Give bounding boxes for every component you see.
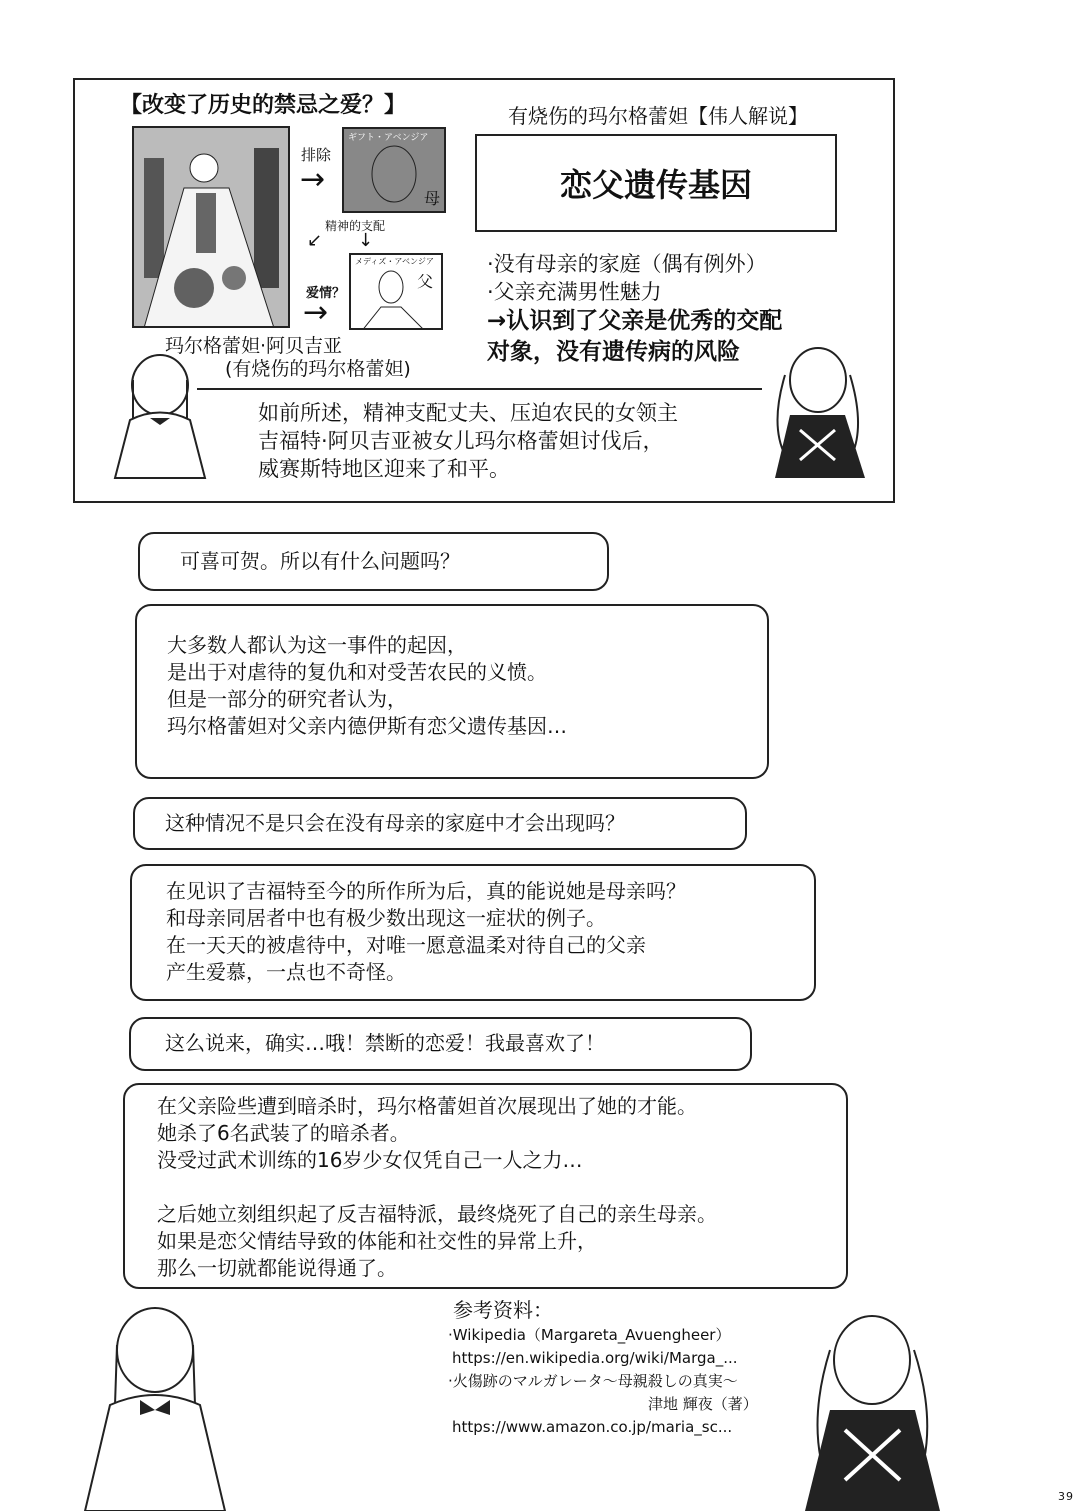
narration-line: 如前所述，精神支配丈夫、压迫农民的女领主 [258,401,678,425]
dialogue-line: 她杀了6名武装了的暗杀者。 [157,1121,410,1145]
speech-bubble [123,1083,848,1289]
speech-bubble [135,604,769,779]
arrow-right-icon: → [303,295,329,330]
page-number: 39 [1058,1490,1074,1503]
dialogue-line: 但是一部分的研究者认为， [167,687,407,711]
dialogue-line: 玛尔格蕾妲对父亲内德伊斯有恋父遗传基因… [167,714,567,738]
father-caption: メディズ・アベンジア [355,257,434,266]
father-portrait [349,253,443,330]
girl-bottom-right-illustration [790,1300,950,1511]
dialogue-line: 和母亲同居者中也有极少数出现这一症状的例子。 [166,906,606,930]
panel-title: 【改变了历史的禁忌之爱？】 [120,93,407,118]
point-item: ·没有母亲的家庭（偶有例外） [487,252,767,276]
explain-header: 有烧伤的玛尔格蕾妲【伟人解说】 [508,104,808,128]
dialogue-line: 这种情况不是只会在没有母亲的家庭中才会出现吗？ [165,811,625,835]
dialogue-line: 如果是恋父情结导致的体能和社交性的异常上升， [157,1229,597,1253]
portrait-margareta [132,126,290,328]
mother-label: 母 [423,189,440,208]
dialogue-line: 没受过武术训练的16岁少女仅凭自己一人之力… [157,1148,583,1172]
girl-right-illustration [760,335,875,480]
margareta-illustration [134,128,290,328]
dialogue-line: 在见识了吉福特至今的所作所为后，真的能说她是母亲吗？ [166,879,686,903]
references [448,1296,758,1439]
exclude-label: 排除 [301,146,332,164]
dialogue-line: 在一天天的被虐待中，对唯一愿意温柔对待自己的父亲 [166,933,646,957]
references-title: 参考资料： [453,1298,553,1322]
reference-link[interactable]: https://www.amazon.co.jp/maria_sc... [452,1418,733,1436]
reference-item: ·火傷跡のマルガレータ〜母親殺しの真実〜 [448,1372,738,1390]
arrow-right-icon: → [300,162,326,197]
girl-left-illustration [105,350,215,480]
conclusion-line: 对象，没有遗传病的风险 [487,339,740,365]
gene-title-box [475,134,837,232]
love-label: 爱情？ [306,286,346,301]
reference-link[interactable]: https://en.wikipedia.org/wiki/Marga_... [452,1349,738,1367]
dialogue-line: 之后她立刻组织起了反吉福特派，最终烧死了自己的亲生母亲。 [157,1202,717,1226]
girl-bottom-left-illustration [75,1295,235,1511]
dialogue-line: 那么一切就都能说得通了。 [157,1256,397,1280]
reference-item: ·Wikipedia（Margareta_Avuengheer） [448,1326,731,1344]
narration-line: 吉福特·阿贝吉亚被女儿玛尔格蕾妲讨伐后， [258,429,664,453]
control-label: 精神的支配 [325,219,386,233]
speech-bubble [138,532,609,591]
reference-author: 津地 輝夜（著） [648,1395,758,1413]
mother-portrait [342,127,446,213]
portrait-name: 玛尔格蕾妲·阿贝吉亚 [165,335,343,357]
speech-bubble [129,1017,752,1071]
portrait-subtitle: (有烧伤的玛尔格蕾妲) [225,358,411,380]
narration [258,399,678,483]
conclusion-line: →认识到了父亲是优秀的交配 [487,308,783,334]
point-item: ·父亲充满男性魅力 [487,280,662,304]
arrow-down-icon: ↓ [358,230,374,251]
dialogue-line: 大多数人都认为这一事件的起因， [167,633,467,657]
mother-caption: ギフト・アベンジア [348,133,429,143]
arrow-down-left-icon: ↙ [307,230,323,251]
dialogue-line: 可喜可贺。所以有什么问题吗？ [180,549,460,573]
speech-bubble [133,797,747,850]
explanation-panel [73,78,895,503]
divider [197,388,762,390]
gene-title: 恋父遗传基因 [559,166,752,204]
dialogue-line: 是出于对虐待的复仇和对受苦农民的义愤。 [167,660,547,684]
narration-line: 威赛斯特地区迎来了和平。 [258,457,510,481]
speech-bubble [130,864,816,1001]
dialogue-line: 产生爱慕，一点也不奇怪。 [166,960,406,984]
dialogue-line: 这么说来，确实…哦！禁断的恋爱！我最喜欢了！ [165,1031,605,1055]
blank-line [157,1174,846,1201]
father-label: 父 [416,272,433,291]
points-list [487,250,782,368]
dialogue-line: 在父亲险些遭到暗杀时，玛尔格蕾妲首次展现出了她的才能。 [157,1094,697,1118]
